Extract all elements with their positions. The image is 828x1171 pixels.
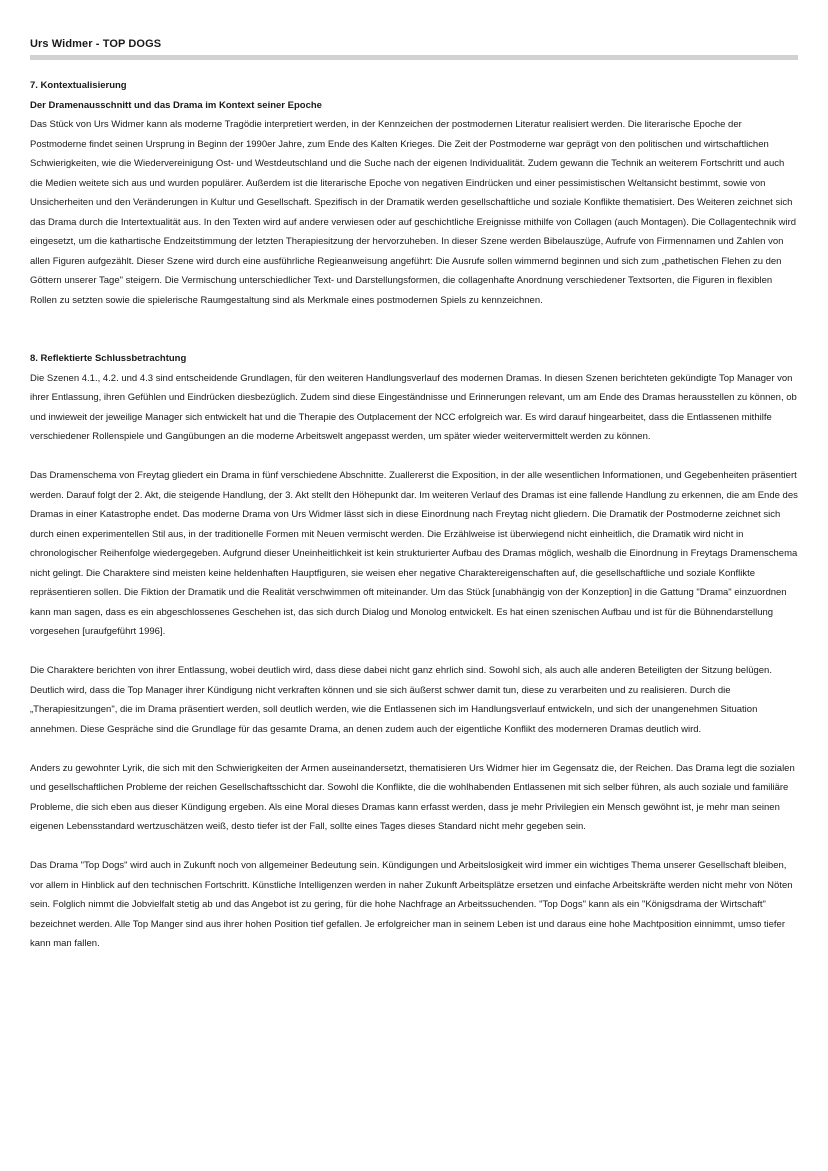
paragraph: Das Stück von Urs Widmer kann als moderne Tragödie interpretiert werden, in der Kennzeichen der postmodernen Literatur realisiert werden. Die literarische Epoche der Postmoderne findet seinen Ursprung in Beginn der 1990er Jahre, zum Ende des Kalten Krieges. Die Zeit der Postmoderne war geprägt von den politischen und wirtschaftlichen Schwierigkeiten, wie die Wiedervereinigung Ost- und Westdeutschland und die Suche nach der eigenen Individualität. Zudem gewann die Technik an weiterem Fortschritt und auch die Medien weitete sich aus und wurden populärer. Außerdem ist die literarische Epoche von negativen Eindrücken und einer pessimistischen Weltansicht bestimmt, sowie von Unsicherheiten und den Veränderungen in Kultur und Gesellschaft. Spezifisch in der Dramatik werden gesellschaftliche und soziale Konflikte thematisiert. Des Weiteren zeichnet sich das Drama durch die Intertextualität aus. In den Texten wird auf andere verwiesen oder auf geschichtliche Ereignisse mithilfe von Collagen (auch Montagen). Die Collagentechnik wird eingesetzt, um die kathartische Endzeitstimmung der letzten Therapiesitzung der hervorzuheben. In dieser Szene werden Bibelauszüge, Aufrufe von Firmennamen und Zahlen von allen Figuren aufgezählt. Dieser Szene wird durch eine ausführliche Regieanweisung angeführt: Die Ausrufe sollen wimmernd beginnen und sich zum „pathetischen Flehen zu den Göttern unserer Tage" steigern. Die Vermischung unterschiedlicher Text- und Darstellungsformen, die collagenhafte Anordnung verschiedener Textsorten, die Figuren in flexiblen Rollen zu setzten sowie die spielerische Raumgestaltung sind als Merkmale eines postmodernen Spiels zu kennzeichnen. bbox=[30, 119, 797, 306]
paragraph-spacer bbox=[30, 642, 798, 662]
paragraph: Die Szenen 4.1., 4.2. und 4.3 sind entscheidende Grundlagen, für den weiteren Handlungsverlauf des modernen Dramas. In diesen Szenen berichteten gekündigte Top Manager von ihrer Entlassung, ihren Gefühlen und Eindrücken diesbezüglich. Zudem sind diese Eingeständnisse und Erinnerungen relevant, um am Ende des Dramas herausstellen zu können, ob und inwieweit der jeweilige Manager sich entwickelt hat und die Therapie des Outplacement der NCC erfolgreich war. Es wird darauf hingearbeitet, dass die Entlassenen mithilfe verschiedener Rollenspiele und Gangübungen an die moderne Arbeitswelt angepasst werden, um später wieder weitervermittelt werden zu können. bbox=[30, 372, 797, 442]
section-heading-schlussbetrachtung: 8. Reflektierte Schlussbetrachtung bbox=[30, 353, 187, 364]
paragraph-spacer bbox=[30, 739, 798, 759]
section-subheading: Der Dramenausschnitt und das Drama im Kontext seiner Epoche bbox=[30, 99, 322, 111]
page-header: Urs Widmer - TOP DOGS bbox=[30, 38, 162, 50]
paragraph: Anders zu gewohnter Lyrik, die sich mit den Schwierigkeiten der Armen auseinandersetzt, thematisieren Urs Widmer hier im Gegensatz die, der Reichen. Das Drama legt die sozialen und gesellschaftlichen Probleme der reichen Gesellschaftsschicht dar. Sowohl die Konflikte, die die wohlhabenden Entlassenen mit sich selber führen, als auch soziale und familiäre Probleme, die sich eben aus dieser Kündigung ergeben. Als eine Moral dieses Dramas kann erfasst werden, dass je mehr Privilegien ein Mensch gewöhnt ist, je mehr man seinen eigenen Lebensstandard wertzuschätzen weiß, desto tiefer ist der Fall, sollte eines Tages dieses Standard nicht mehr gegeben sein. bbox=[30, 762, 795, 832]
header-divider bbox=[30, 55, 798, 60]
section-heading-kontextualisierung: 7. Kontextualisierung bbox=[30, 80, 127, 91]
section-spacer bbox=[30, 310, 798, 349]
paragraph: Das Dramenschema von Freytag gliedert ein Drama in fünf verschiedene Abschnitte. Zuallererst die Exposition, in der alle wesentlichen Informationen, und Gegebenheiten präsentiert werden. Darauf folgt der 2. Akt, die steigende Handlung, der 3. Akt stellt den Höhepunkt dar. Im weiteren Verlauf des Dramas ist eine fallende Handlung zu erkennen, die am Ende des Dramas in einer Katastrophe endet. Das moderne Drama von Urs Widmer lässt sich in diese Einordnung nach Freytag nicht gliedern. Die Dramatik der Postmoderne zeichnet sich durch einen experimentellen Stil aus, in der traditionelle Formen mit Neuen vermischt werden. Die Erzählweise ist überwiegend nicht einheitlich, die Dramatik wird nicht in chronologischer Reihenfolge wiedergegeben. Aufgrund dieser Uneinheitlichkeit ist kein strukturierter Aufbau des Dramas möglich, weshalb die Einordnung in Freytags Dramenschema nicht gelingt. Die Charaktere sind meisten keine heldenhaften Hauptfiguren, sie weisen eher negative Charaktereigenschaften auf, die gesellschaftliche und soziale Konflikte repräsentieren sollen. Die Fiktion der Dramatik und die Realität verschwimmen oft miteinander. Um das Stück [unabhängig von der Konzeption] in die Gattung "Drama" einzuordnen kann man sagen, dass es ein abgeschlossenes Geschehen ist, das sich durch Dialog und Monolog entwickelt. Es hat einen szenischen Aufbau und ist für die Bühnendarstellung vorgesehen [uraufgeführt 1996]. bbox=[30, 470, 798, 637]
paragraph: Die Charaktere berichten von ihrer Entlassung, wobei deutlich wird, dass diese dabei nicht ganz ehrlich sind. Sowohl sich, als auch alle anderen Beteiligten der Sitzung belügen. Deutlich wird, dass die Top Manager ihrer Kündigung nicht verkraften können und sie sich äußerst schwer damit tun, diese zu verarbeiten und zu realisieren. Durch die „Therapiesitzungen", die im Drama präsentiert werden, soll deutlich werden, wie die Entlassenen sich im Handlungsverlauf entwickeln, und sich der unangenehmen Situation annehmen. Diese Gespräche sind die Grundlage für das gesamte Drama, an denen zudem auch der eigentliche Konflikt des moderneren Dramas deutlich wird. bbox=[30, 665, 772, 735]
document-body bbox=[30, 76, 798, 954]
paragraph: Das Drama "Top Dogs" wird auch in Zukunft noch von allgemeiner Bedeutung sein. Kündigungen und Arbeitslosigkeit wird immer ein wichtiges Thema unserer Gesellschaft bleiben, vor allem in Hinblick auf den technischen Fortschritt. Künstliche Intelligenzen werden in naher Zukunft Arbeitsplätze ersetzen und einfache Arbeitskräfte werden nicht mehr von Nöten sein. Folglich nimmt die Jobvielfalt stetig ab und das Angebot ist zu gering, für die hohe Nachfrage an Arbeitssuchenden. "Top Dogs" kann als ein "Königsdrama der Wirtschaft" bezeichnet werden. Alle Top Manger sind aus ihrer hohen Position tief gefallen. Je erfolgreicher man in seinem Leben ist und daraus eine hohe Machtposition einnimmt, umso tiefer kann man fallen. bbox=[30, 860, 793, 949]
paragraph-spacer bbox=[30, 447, 798, 467]
paragraph-spacer bbox=[30, 837, 798, 857]
